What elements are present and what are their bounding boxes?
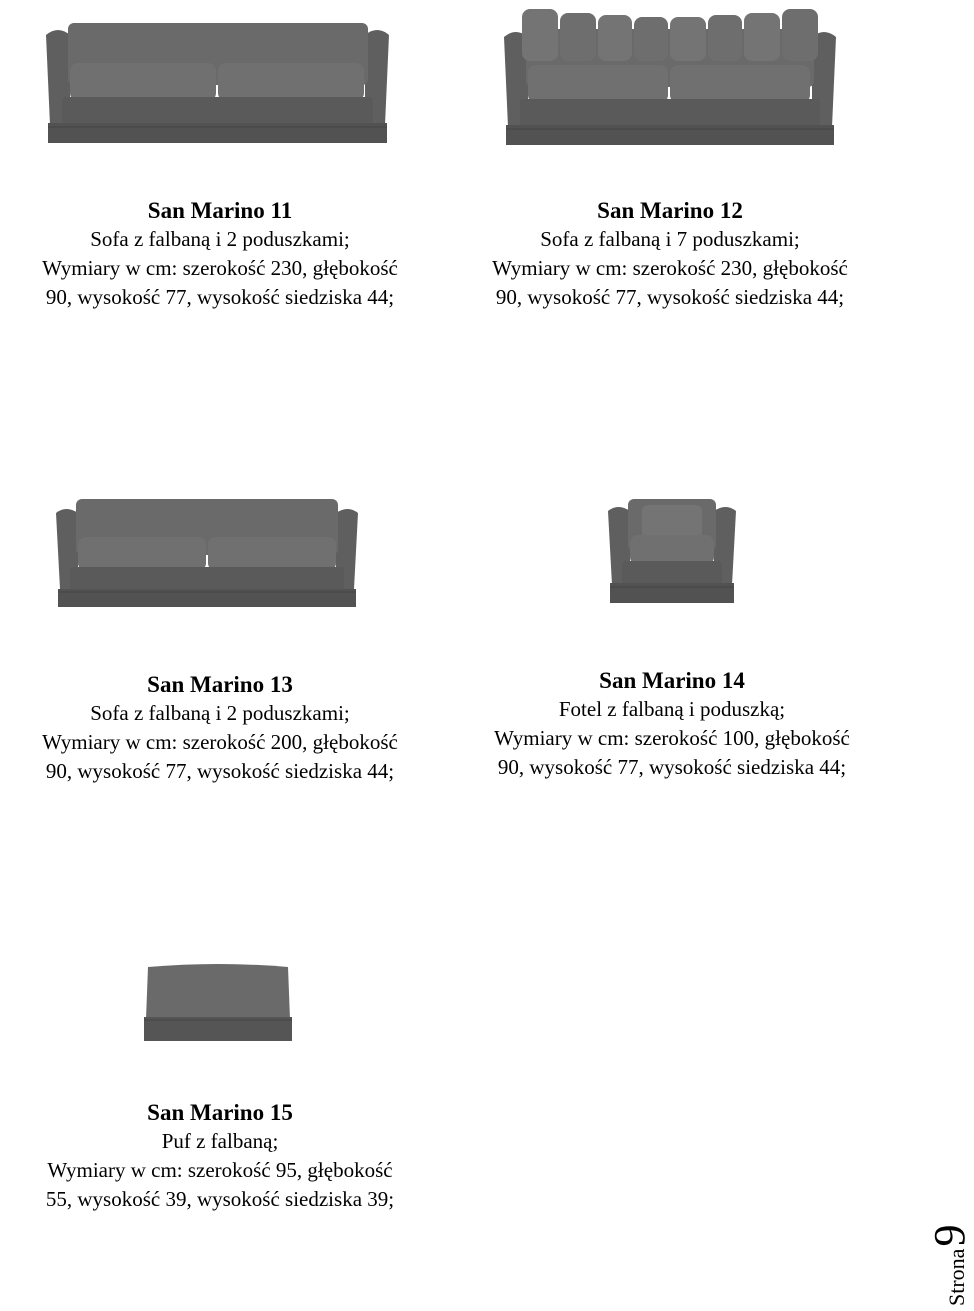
product-caption-san-marino-15 [0, 1098, 440, 1214]
product-description: Puf z falbaną; [161, 1129, 279, 1153]
pouf-icon [140, 963, 296, 1041]
product-dimensions: 90, wysokość 77, wysokość siedziska 44; [495, 285, 845, 309]
product-image-san-marino-14 [606, 497, 738, 603]
product-description: Sofa z falbaną i 2 poduszkami; [90, 227, 350, 251]
product-image-san-marino-15 [140, 963, 296, 1041]
product-dimensions: 90, wysokość 77, wysokość siedziska 44; [45, 759, 395, 783]
product-dimensions: Wymiary w cm: szerokość 100, głębokość [494, 726, 850, 750]
product-dimensions: Wymiary w cm: szerokość 200, głębokość [42, 730, 398, 754]
product-caption-san-marino-12 [450, 196, 890, 312]
product-image-san-marino-12 [500, 5, 840, 145]
armchair-icon [606, 497, 738, 603]
sofa-2-cushions-icon [40, 15, 395, 143]
product-dimensions: 55, wysokość 39, wysokość siedziska 39; [45, 1187, 395, 1211]
product-description: Sofa z falbaną i 7 poduszkami; [540, 227, 800, 251]
product-image-san-marino-11 [40, 15, 395, 143]
product-image-san-marino-13 [52, 497, 362, 607]
product-dimensions: Wymiary w cm: szerokość 95, głębokość [47, 1158, 393, 1182]
product-name: San Marino 13 [147, 672, 293, 697]
product-name: San Marino 11 [147, 198, 293, 223]
product-name: San Marino 15 [147, 1100, 293, 1125]
product-caption-san-marino-14 [452, 666, 892, 782]
product-name: San Marino 14 [599, 668, 745, 693]
product-dimensions: Wymiary w cm: szerokość 230, głębokość [42, 256, 398, 280]
product-description: Fotel z falbaną i poduszką; [558, 697, 786, 721]
product-description: Sofa z falbaną i 2 poduszkami; [90, 701, 350, 725]
page-label-text: Strona [944, 1248, 969, 1306]
product-caption-san-marino-11 [0, 196, 440, 312]
page-number-value: 9 [925, 1224, 974, 1247]
sofa-2-cushions-icon [52, 497, 362, 607]
product-name: San Marino 12 [597, 198, 743, 223]
page-number [925, 1206, 974, 1306]
product-dimensions: 90, wysokość 77, wysokość siedziska 44; [497, 755, 847, 779]
product-dimensions: 90, wysokość 77, wysokość siedziska 44; [45, 285, 395, 309]
sofa-7-cushions-icon [500, 5, 840, 145]
product-dimensions: Wymiary w cm: szerokość 230, głębokość [492, 256, 848, 280]
product-caption-san-marino-13 [0, 670, 440, 786]
